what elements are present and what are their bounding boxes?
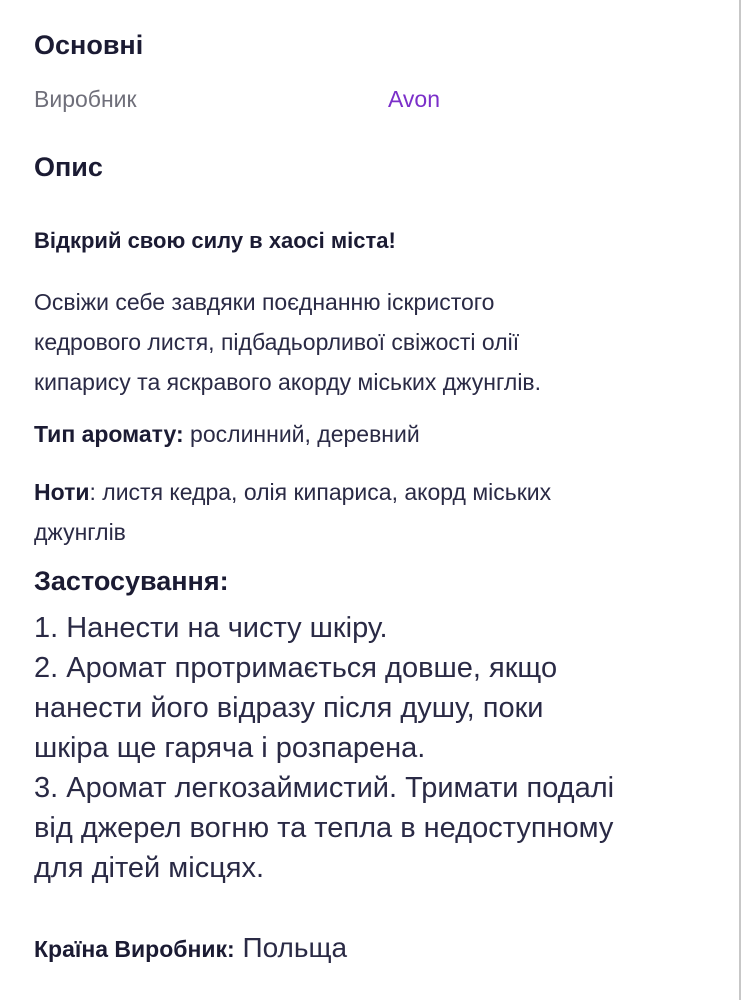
usage-instructions: [34, 608, 714, 888]
manufacturer-link[interactable]: Avon: [388, 86, 441, 112]
notes-value-line: джунглів: [34, 519, 126, 545]
country-label: Країна Виробник:: [34, 936, 235, 962]
usage-line: 2. Аромат протримається довше, якщо: [34, 652, 558, 684]
aroma-type-row: [34, 414, 714, 454]
usage-line: нанести його відразу після душу, поки: [34, 692, 544, 724]
usage-line: шкіра ще гаряча і розпарена.: [34, 732, 426, 764]
notes-value-line: : листя кедра, олія кипариса, акорд міських: [89, 479, 552, 505]
section-title-description: Опис: [34, 152, 103, 182]
notes-label: Ноти: [34, 479, 90, 505]
aroma-type-label: Тип аромату:: [34, 421, 184, 447]
spec-label-manufacturer: Виробник: [34, 86, 137, 112]
spec-row-manufacturer: [34, 86, 714, 118]
section-title-main: Основні: [34, 30, 144, 60]
description-heading: Відкрий свою силу в хаосі міста!: [34, 228, 396, 253]
country-value: Польща: [234, 932, 348, 963]
aroma-type-value: рослинний, деревний: [183, 421, 420, 447]
country-row: [34, 928, 347, 969]
usage-line: 3. Аромат легкозаймистий. Тримати подалі: [34, 772, 615, 804]
usage-line: від джерел вогню та тепла в недоступному: [34, 812, 614, 844]
section-title-usage: Застосування:: [34, 566, 229, 596]
description-line: кипарису та яскравого акорду міських джунглів.: [34, 369, 542, 395]
description-line: кедрового листя, підбадьорливої свіжості олії: [34, 329, 520, 355]
description-line: Освіжи себе завдяки поєднанню іскристого: [34, 289, 495, 315]
description-paragraph: [34, 282, 714, 402]
usage-line: для дітей місцях.: [34, 852, 265, 884]
usage-line: 1. Нанести на чисту шкіру.: [34, 612, 388, 644]
notes-row: [34, 472, 714, 552]
